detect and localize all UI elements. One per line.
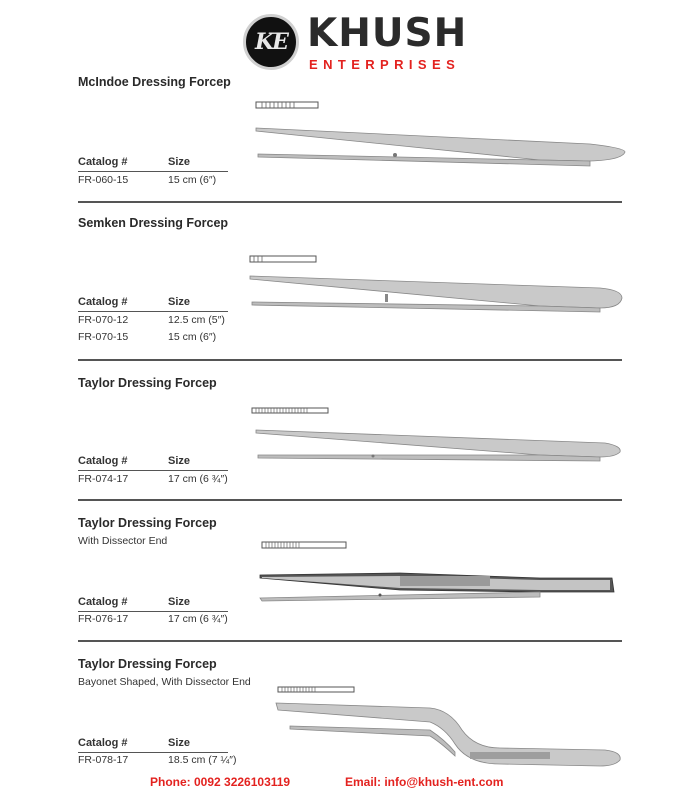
size-value: 12.5 cm (5″) <box>168 314 225 326</box>
catalog-header: Catalog # <box>78 737 128 749</box>
catalog-header: Catalog # <box>78 455 128 467</box>
catalog-table-header <box>78 455 228 471</box>
catalog-table-header <box>78 156 228 172</box>
table-row <box>78 754 248 768</box>
product-title: Semken Dressing Forcep <box>78 216 229 230</box>
size-header: Size <box>168 296 191 308</box>
catalog-table-header <box>78 596 228 612</box>
table-row <box>78 613 248 627</box>
table-row <box>78 314 248 328</box>
divider <box>78 359 622 361</box>
size-value: 15 cm (6″) <box>168 174 217 186</box>
footer-email[interactable]: Email: info@khush-ent.com <box>345 775 504 789</box>
brand-logo <box>243 10 468 76</box>
table-row <box>78 331 248 345</box>
product-subtitle: Bayonet Shaped, With Dissector End <box>78 676 251 688</box>
catalog-number: FR-060-15 <box>78 174 129 186</box>
table-row <box>78 174 248 188</box>
catalog-number: FR-070-12 <box>78 314 129 326</box>
product-subtitle: With Dissector End <box>78 535 168 547</box>
product-title: Taylor Dressing Forcep <box>78 657 217 671</box>
size-value: 15 cm (6″) <box>168 331 217 343</box>
catalog-table-header <box>78 296 228 312</box>
table-row <box>78 473 248 487</box>
size-header: Size <box>168 596 191 608</box>
size-value: 17 cm (6 ¾″) <box>168 613 228 625</box>
catalog-number: FR-074-17 <box>78 473 129 485</box>
catalog-header: Catalog # <box>78 156 128 168</box>
footer-phone: Phone: 0092 3226103119 <box>150 775 291 789</box>
logo-emblem <box>243 14 299 70</box>
brand-name: KHUSH <box>307 11 468 56</box>
product-title: Taylor Dressing Forcep <box>78 516 217 530</box>
catalog-header: Catalog # <box>78 596 128 608</box>
catalog-table-header <box>78 737 228 753</box>
catalog-number: FR-078-17 <box>78 754 129 766</box>
product-title: McIndoe Dressing Forcep <box>78 75 231 89</box>
product-title: Taylor Dressing Forcep <box>78 376 217 390</box>
catalog-number: FR-070-15 <box>78 331 129 343</box>
brand-subtitle: ENTERPRISES <box>309 57 461 72</box>
divider <box>78 201 622 203</box>
size-value: 17 cm (6 ¾″) <box>168 473 228 485</box>
size-header: Size <box>168 156 191 168</box>
size-value: 18.5 cm (7 ¼″) <box>168 754 237 766</box>
divider <box>78 640 622 642</box>
catalog-number: FR-076-17 <box>78 613 129 625</box>
size-header: Size <box>168 737 191 749</box>
logo-mark: KE <box>255 29 287 55</box>
divider <box>78 499 622 501</box>
catalog-header: Catalog # <box>78 296 128 308</box>
size-header: Size <box>168 455 191 467</box>
